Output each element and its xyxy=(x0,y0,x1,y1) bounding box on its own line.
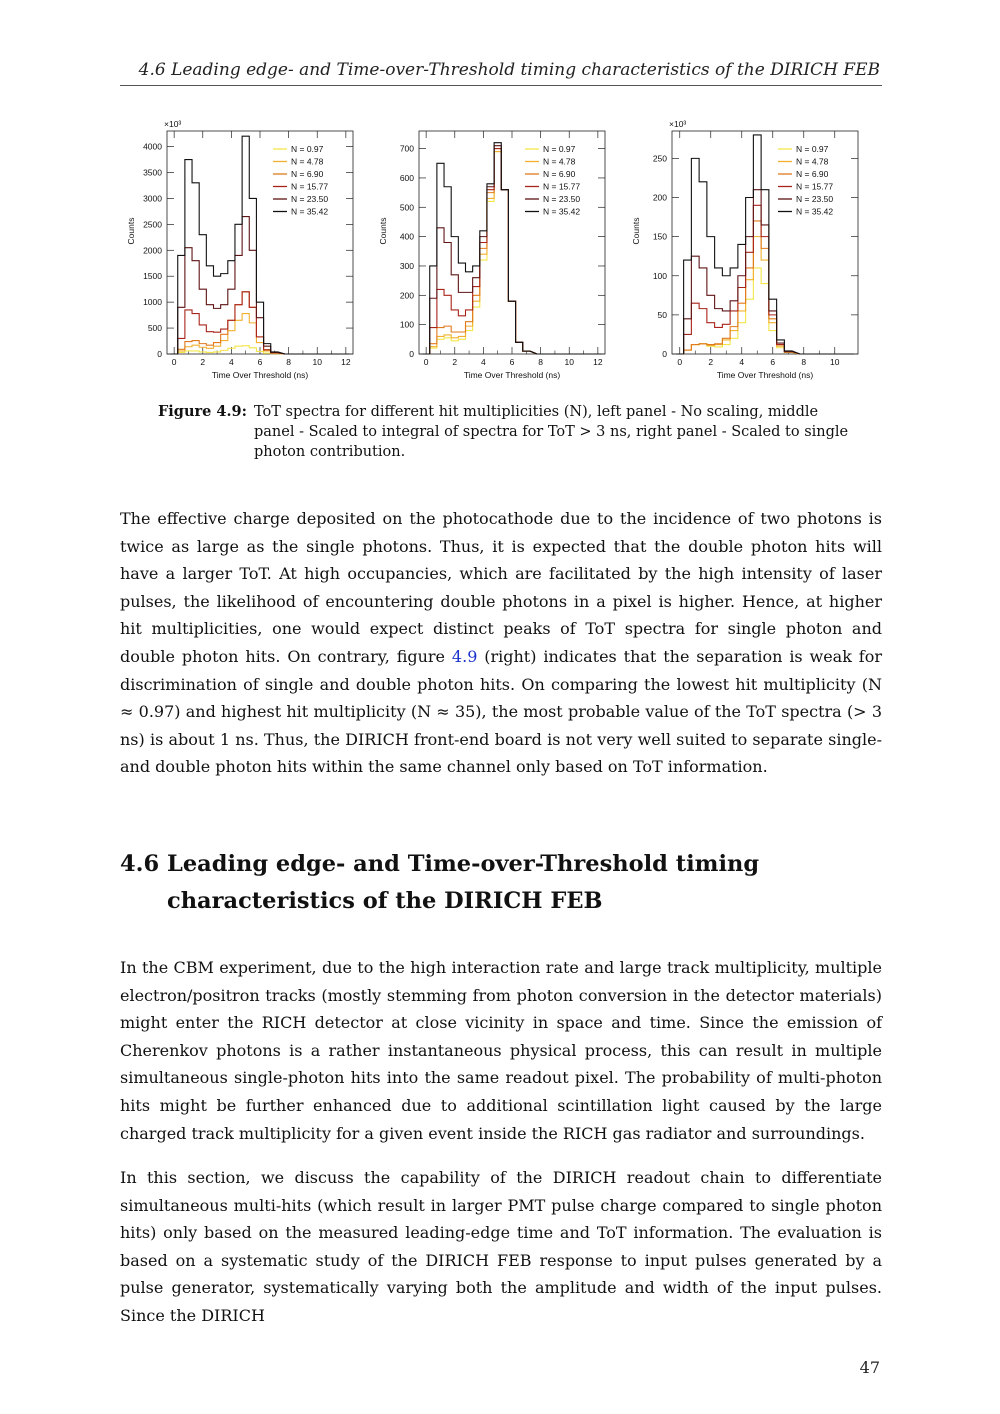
y-axis-label: Counts xyxy=(378,217,388,245)
y-tick-label: 250 xyxy=(652,153,667,164)
y-tick-label: 700 xyxy=(399,143,414,154)
x-tick-label: 0 xyxy=(423,357,429,367)
legend-entry: N = 23.50 xyxy=(291,194,329,204)
legend-entry: N = 35.42 xyxy=(796,206,834,217)
legend-entry: N = 4.78 xyxy=(291,156,324,167)
x-tick-label: 0 xyxy=(171,357,177,367)
y-multiplier: ×10³ xyxy=(669,119,687,129)
y-tick-label: 0 xyxy=(409,349,414,359)
x-axis-label: Time Over Threshold (ns) xyxy=(716,370,814,380)
caption-label: Figure 4.9: xyxy=(158,403,247,420)
series-line xyxy=(676,135,854,354)
left-panel xyxy=(120,112,365,387)
x-tick-label: 2 xyxy=(452,357,458,367)
paragraph-3: In this section, we discuss the capability of the DIRICH readout chain to differentiate simultaneous multi-hits (which result in larger PMT pulse charge compared to single photon hits) only based on the measured leading-edge time and ToT information. The evaluation is based on a systematic study of the DIRICH FEB response to input pulses generated by a pulse generator, systematically varying both the amplitude and width of the input pulses. Since the DIRICH xyxy=(120,1168,882,1325)
y-tick-label: 3500 xyxy=(143,167,162,178)
legend-entry: N = 4.78 xyxy=(543,156,576,167)
paragraph-2: In the CBM experiment, due to the high interaction rate and large track multiplicity, multiple electron/positron tracks (mostly stemming from photon conversion in the detector materials) might enter the RICH detector at close vicinity in space and time. Since the emission of Cherenkov photons is a rather instantaneous physical process, this can result in multiple simultaneous single-photon hits into the same readout pixel. The probability of multi-photon hits might be further enhanced due to additional scintillation light caused by the large charged track multiplicity for a given event inside the RICH gas radiator and surroundings. xyxy=(120,958,882,1143)
legend-entry: N = 15.77 xyxy=(796,181,834,192)
y-tick-label: 0 xyxy=(662,349,667,359)
y-tick-label: 2500 xyxy=(143,219,162,230)
y-tick-label: 4000 xyxy=(143,141,162,152)
series-line xyxy=(171,217,350,354)
caption-text: ToT spectra for different hit multiplicities (N), left panel - No scaling, middle panel - Scaled to integral of spectra for ToT > 3 ns, right panel - Scaled to single photon contribution. xyxy=(254,404,849,460)
y-axis-label: Counts xyxy=(126,217,136,245)
legend-entry: N = 35.42 xyxy=(291,206,329,217)
paragraph-1-part-b: (right) indicates that the separation is weak for discrimination of single and double photon hits. On comparing the lowest hit multiplicity (N ≈ 0.97) and highest hit multiplicity (N ≈ 35), the most probable value of the ToT spectra (> 3 ns) is about 1 ns. Thus, the DIRICH front-end board is not very well suited to separate single- and double photon hits within the same channel only based on ToT information. xyxy=(120,646,883,777)
plot-frame xyxy=(672,131,858,354)
y-multiplier: ×10³ xyxy=(164,119,182,129)
x-tick-label: 8 xyxy=(286,357,291,367)
legend-entry: N = 6.90 xyxy=(796,169,829,179)
legend-entry: N = 15.77 xyxy=(543,181,581,192)
section-title: Leading edge- and Time-over-Threshold timing characteristics of the DIRICH FEB xyxy=(167,851,760,914)
y-tick-label: 0 xyxy=(157,349,162,359)
figure-4-9 xyxy=(120,112,880,392)
header-rule xyxy=(120,85,882,86)
paragraph-1 xyxy=(120,490,882,781)
section-heading xyxy=(120,846,880,920)
x-tick-label: 6 xyxy=(257,357,263,367)
x-tick-label: 4 xyxy=(739,357,745,367)
section-number: 4.6 xyxy=(120,851,160,877)
x-tick-label: 0 xyxy=(677,357,683,367)
y-axis-label: Counts xyxy=(631,217,641,245)
series-line xyxy=(423,149,602,354)
y-tick-label: 50 xyxy=(657,309,667,320)
y-tick-label: 500 xyxy=(147,323,162,334)
figure-caption xyxy=(158,402,858,462)
y-tick-label: 1500 xyxy=(143,271,162,282)
right-panel xyxy=(625,112,870,387)
y-tick-label: 600 xyxy=(399,172,414,183)
y-tick-label: 500 xyxy=(399,202,414,213)
legend-entry: N = 15.77 xyxy=(291,181,329,192)
y-tick-label: 200 xyxy=(399,290,414,301)
x-tick-label: 10 xyxy=(564,357,574,367)
legend-entry: N = 6.90 xyxy=(291,169,324,179)
middle-chart xyxy=(372,112,617,387)
running-header: 4.6 Leading edge- and Time-over-Threshold timing characteristics of the DIRICH FEB xyxy=(138,60,880,80)
x-axis-label: Time Over Threshold (ns) xyxy=(211,370,309,380)
legend-entry: N = 23.50 xyxy=(543,194,581,204)
y-tick-label: 100 xyxy=(399,319,414,330)
legend-entry: N = 23.50 xyxy=(796,194,834,204)
plot-frame xyxy=(167,131,353,354)
y-tick-label: 400 xyxy=(399,231,414,242)
y-tick-label: 100 xyxy=(652,270,667,281)
figure-ref-link[interactable]: 4.9 xyxy=(451,646,478,666)
x-axis-label: Time Over Threshold (ns) xyxy=(463,370,561,380)
x-tick-label: 2 xyxy=(708,357,714,367)
legend-entry: N = 35.42 xyxy=(543,206,581,217)
y-tick-label: 200 xyxy=(652,192,667,203)
x-tick-label: 8 xyxy=(538,357,543,367)
left-chart xyxy=(120,112,365,387)
y-tick-label: 1000 xyxy=(143,297,162,308)
series-line xyxy=(676,205,854,354)
series-line xyxy=(676,237,854,354)
x-tick-label: 6 xyxy=(509,357,515,367)
series-line xyxy=(676,221,854,354)
page-number: 47 xyxy=(859,1358,880,1377)
x-tick-label: 12 xyxy=(593,357,603,367)
legend-entry: N = 6.90 xyxy=(543,169,576,179)
x-tick-label: 8 xyxy=(801,357,807,367)
x-tick-label: 10 xyxy=(312,357,322,367)
legend-entry: N = 4.78 xyxy=(796,156,829,167)
x-tick-label: 6 xyxy=(770,357,776,367)
series-line xyxy=(676,268,854,354)
legend-entry: N = 0.97 xyxy=(291,144,324,154)
y-tick-label: 300 xyxy=(399,260,414,271)
series-line xyxy=(423,149,602,354)
middle-panel xyxy=(372,112,617,387)
y-tick-label: 3000 xyxy=(143,193,162,204)
legend-entry: N = 0.97 xyxy=(796,144,829,154)
x-tick-label: 2 xyxy=(200,357,206,367)
paragraph-1-part-a: The effective charge deposited on the photocathode due to the incidence of two photons is twice as large as the single photons. Thus, it is expected that the double photon hits will have a larger ToT. At high occupancies, which are facilitated by the high intensity of laser pulses, the likelihood of encountering double photons in a pixel is higher. Hence, at higher hit multiplicities, one would expect distinct peaks of ToT spectra for single photon and double photon hits. On contrary, figure xyxy=(120,509,882,666)
y-tick-label: 150 xyxy=(652,231,667,242)
x-tick-label: 12 xyxy=(341,357,351,367)
x-tick-label: 10 xyxy=(830,357,840,367)
y-tick-label: 2000 xyxy=(143,245,162,256)
right-chart xyxy=(625,112,870,387)
x-tick-label: 4 xyxy=(481,357,486,367)
legend-entry: N = 0.97 xyxy=(543,144,576,154)
x-tick-label: 4 xyxy=(229,357,234,367)
